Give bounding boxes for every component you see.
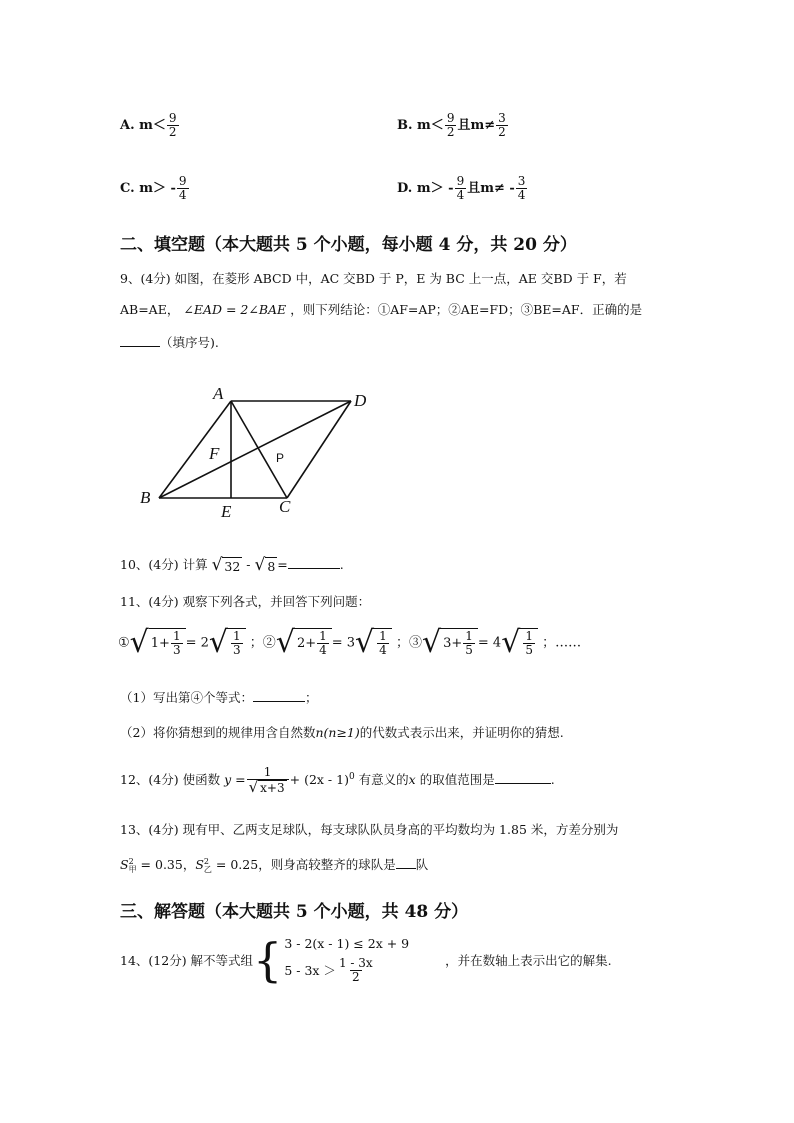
label-f: F: [209, 444, 220, 463]
fraction: $\frac{9}{4}$: [178, 174, 187, 203]
option-c: C. m＞ - $\frac{9}{4}$: [120, 174, 187, 203]
q11-sub2: （2）将你猜想到的规律用含自然数n(n≥1)的代数式表示出来，并证明你的猜想.: [120, 725, 564, 740]
inequality-system: 3 - 2(x - 1) ≤ 2x + 9 5 - 3x ＞ $\frac{1 - 3x}{2}$: [284, 936, 410, 985]
edge-ba: [159, 401, 231, 498]
option-a-label: A.: [120, 118, 135, 134]
fraction: $\frac{9}{4}$: [456, 174, 465, 203]
option-d: D. m＞ - $\frac{9}{4}$ 且m≠ - $\frac{3}{4}$: [397, 174, 526, 203]
option-a: A. m＜ $\frac{9}{2}$: [120, 111, 177, 140]
q10: 10、(4分) 计算 √ 32 - √ 8 = .: [120, 555, 344, 575]
label-p: P: [276, 451, 285, 465]
q12: 12、(4分) 使函数 y = 1 √ x+3 + (2x - 1)$^0$ 有意义的x 的取值范围是 .: [120, 765, 555, 797]
answer-blank[interactable]: [288, 556, 340, 569]
q11-line1: 11、(4分) 观察下列各式，并回答下列问题：: [120, 594, 371, 609]
q11-equations: ① √ 1+ $\frac{1}{3}$ = 2 √ $\frac{1}{3}$ ；② √ 2+ $\frac{1}{4}$ = 3 √ $\frac{1}{4}$ ；③ √ 3+ $\frac{1}{5}$ = 4 √ $\frac{1}{5}$ ；……: [118, 625, 582, 660]
fraction: $\frac{9}{2}$: [168, 111, 177, 140]
section-3-title: 三、解答题（本大题共 5 个小题，共 48 分）: [120, 902, 469, 922]
sqrt: √ $\frac{1}{3}$: [209, 628, 246, 658]
label-e: E: [221, 502, 232, 520]
q9-line3: （填序号).: [120, 334, 219, 350]
sqrt: √ $\frac{1}{4}$: [355, 628, 392, 658]
sqrt: √ 2+ $\frac{1}{4}$: [276, 628, 332, 658]
sqrt: √ $\frac{1}{5}$: [501, 628, 538, 658]
q11-sub1: （1）写出第④个等式： ；: [120, 690, 318, 705]
answer-blank[interactable]: [495, 771, 551, 784]
brace: {: [253, 933, 283, 988]
sqrt: √ 8: [254, 555, 276, 575]
fraction: $\frac{9}{2}$: [446, 111, 455, 140]
q13-line2: S 2 甲 = 0.35，S 2 乙 = 0.25，则身高较整齐的球队是 队: [120, 856, 429, 874]
option-b: B. m＜ $\frac{9}{2}$ 且m≠ $\frac{3}{2}$: [397, 111, 506, 140]
diagonal-bd: [159, 401, 351, 498]
q13-line1: 13、(4分) 现有甲、乙两支足球队，每支球队队员身高的平均数均为 1.85 米，方差分别为: [120, 822, 619, 837]
section-2-title: 二、填空题（本大题共 5 个小题，每小题 4 分，共 20 分）: [120, 235, 577, 255]
label-d: D: [354, 391, 367, 410]
diagonal-ac: [231, 401, 287, 498]
edge-dc: [287, 401, 351, 498]
option-b-label: B.: [397, 118, 413, 134]
fraction: $\frac{3}{4}$: [517, 174, 526, 203]
option-d-label: D.: [397, 181, 413, 197]
label-b: B: [140, 488, 151, 507]
sqrt: √ 3+ $\frac{1}{5}$: [422, 628, 478, 658]
label-a: A: [213, 385, 224, 403]
q9-angle-math: ∠EAD = 2∠BAE: [183, 302, 287, 317]
q9-line1: 9、(4分) 如图，在菱形 ABCD 中，AC 交BD 于 P，E 为 BC 上一点，AE 交BD 于 F，若: [120, 271, 627, 286]
label-c: C: [279, 497, 291, 516]
sqrt: √ 1+ $\frac{1}{3}$: [130, 628, 186, 658]
sqrt: √ 32: [211, 555, 241, 575]
rhombus-figure: [135, 385, 380, 520]
fraction: 1 √ x+3: [247, 766, 289, 795]
fraction: $\frac{1 - 3x}{2}$: [338, 956, 373, 985]
fraction: $\frac{3}{2}$: [498, 111, 506, 140]
answer-blank[interactable]: [120, 334, 160, 347]
answer-blank[interactable]: [396, 856, 416, 869]
q9-line2: AB=AE， ∠EAD = 2∠BAE ，则下列结论：①AF=AP；②AE=FD；③BE=AF．正确的是: [120, 302, 643, 317]
option-c-label: C.: [120, 181, 135, 197]
answer-blank[interactable]: [253, 689, 305, 702]
q14: 14、(12分) 解不等式组 { 3 - 2(x - 1) ≤ 2x + 9 5 - 3x ＞ $\frac{1 - 3x}{2}$ ，并在数轴上表示出它的解集.: [120, 933, 612, 988]
